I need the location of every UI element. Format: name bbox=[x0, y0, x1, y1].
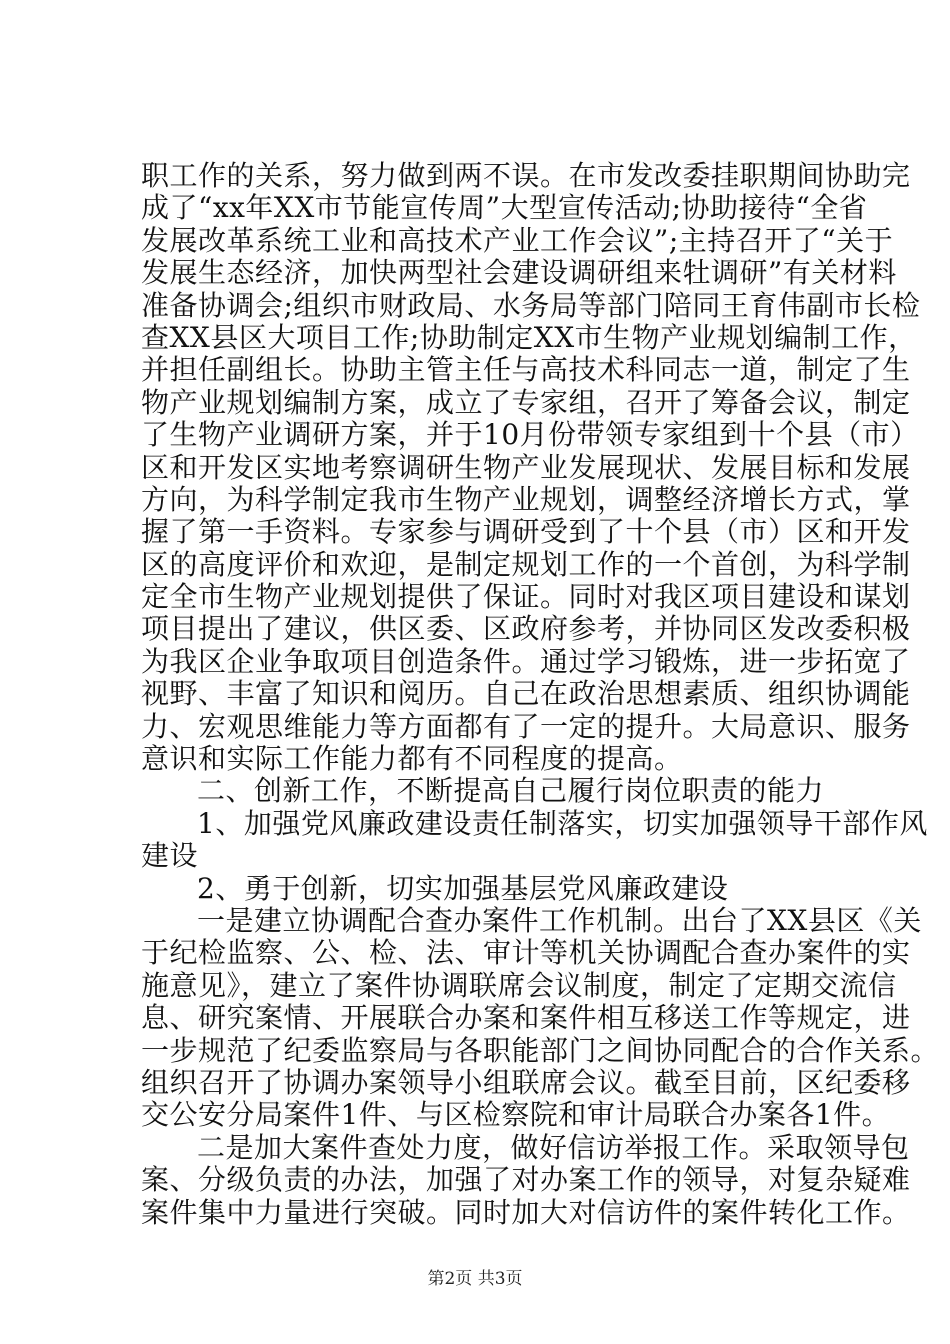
text-line: 案件集中力量进行突破。同时加大对信访件的案件转化工作。 bbox=[141, 1195, 911, 1229]
text-line: 区的高度评价和欢迎，是制定规划工作的一个首创，为科学制 bbox=[141, 547, 911, 581]
section-heading: 二、创新工作，不断提高自己履行岗位职责的能力 bbox=[197, 774, 825, 808]
text-line: 施意见》，建立了案件协调联席会议制度，制定了定期交流信 bbox=[141, 968, 897, 1002]
text-line: 成了“xx年XX市节能宣传周”大型宣传活动;协助接待“全省 bbox=[141, 191, 868, 225]
text-line: 于纪检监察、公、检、法、审计等机关协调配合查办案件的实 bbox=[141, 936, 911, 970]
text-line: 视野、丰富了知识和阅历。自己在政治思想素质、组织协调能 bbox=[141, 677, 911, 711]
text-line: 定全市生物产业规划提供了保证。同时对我区项目建设和谋划 bbox=[141, 580, 911, 614]
text-line: 项目提出了建议，供区委、区政府参考，并协同区发改委积极 bbox=[141, 612, 911, 646]
text-line: 发展生态经济，加快两型社会建设调研组来牡调研”有关材料 bbox=[141, 256, 897, 290]
text-line: 并担任副组长。协助主管主任与高技术科同志一道，制定了生 bbox=[141, 353, 911, 387]
text-line: 建设 bbox=[141, 839, 199, 873]
text-line: 案、分级负责的办法，加强了对办案工作的领导，对复杂疑难 bbox=[141, 1163, 911, 1197]
text-line: 力、宏观思维能力等方面都有了一定的提升。大局意识、服务 bbox=[141, 709, 911, 743]
text-line: 区和开发区实地考察调研生物产业发展现状、发展目标和发展 bbox=[141, 450, 911, 484]
text-line: 组织召开了协调办案领导小组联席会议。截至目前，区纪委移 bbox=[141, 1065, 911, 1099]
text-line: 准备协调会;组织市财政局、水务局等部门陪同王育伟副市长检 bbox=[141, 288, 921, 322]
text-line: 了生物产业调研方案，并于10月份带领专家组到十个县（市） bbox=[141, 418, 919, 452]
subsection-heading: 2、勇于创新，切实加强基层党风廉政建设 bbox=[197, 871, 729, 905]
text-line: 查XX县区大项目工作;协助制定XX市生物产业规划编制工作， bbox=[141, 320, 917, 354]
text-line: 交公安分局案件1件、与区检察院和审计局联合办案各1件。 bbox=[141, 1098, 891, 1132]
text-line: 发展改革系统工业和高技术产业工作会议”;主持召开了“关于 bbox=[141, 223, 894, 257]
text-line: 握了第一手资料。专家参与调研受到了十个县（市）区和开发 bbox=[141, 515, 911, 549]
text-line: 一步规范了纪委监察局与各职能部门之间协同配合的合作关系。 bbox=[141, 1033, 940, 1067]
text-line: 职工作的关系，努力做到两不误。在市发改委挂职期间协助完 bbox=[141, 159, 911, 192]
subsection-heading: 1、加强党风廉政建设责任制落实，切实加强领导干部作风 bbox=[197, 806, 928, 840]
text-line: 息、研究案情、开展联合办案和案件相互移送工作等规定，进 bbox=[141, 1001, 911, 1035]
text-line: 为我区企业争取项目创造条件。通过学习锻炼，进一步拓宽了 bbox=[141, 644, 911, 678]
text-line: 意识和实际工作能力都有不同程度的提高。 bbox=[141, 742, 683, 776]
text-line: 物产业规划编制方案，成立了专家组，召开了筹备会议，制定 bbox=[141, 385, 911, 419]
text-line: 方向，为科学制定我市生物产业规划，调整经济增长方式，掌 bbox=[141, 482, 911, 516]
paragraph-start-line: 二是加大案件查处力度，做好信访举报工作。采取领导包 bbox=[197, 1130, 910, 1164]
document-body bbox=[141, 159, 940, 1229]
paragraph-start-line: 一是建立协调配合查办案件工作机制。出台了XX县区《关 bbox=[197, 903, 922, 937]
page-number-footer: 第2页 共3页 bbox=[427, 1269, 523, 1289]
